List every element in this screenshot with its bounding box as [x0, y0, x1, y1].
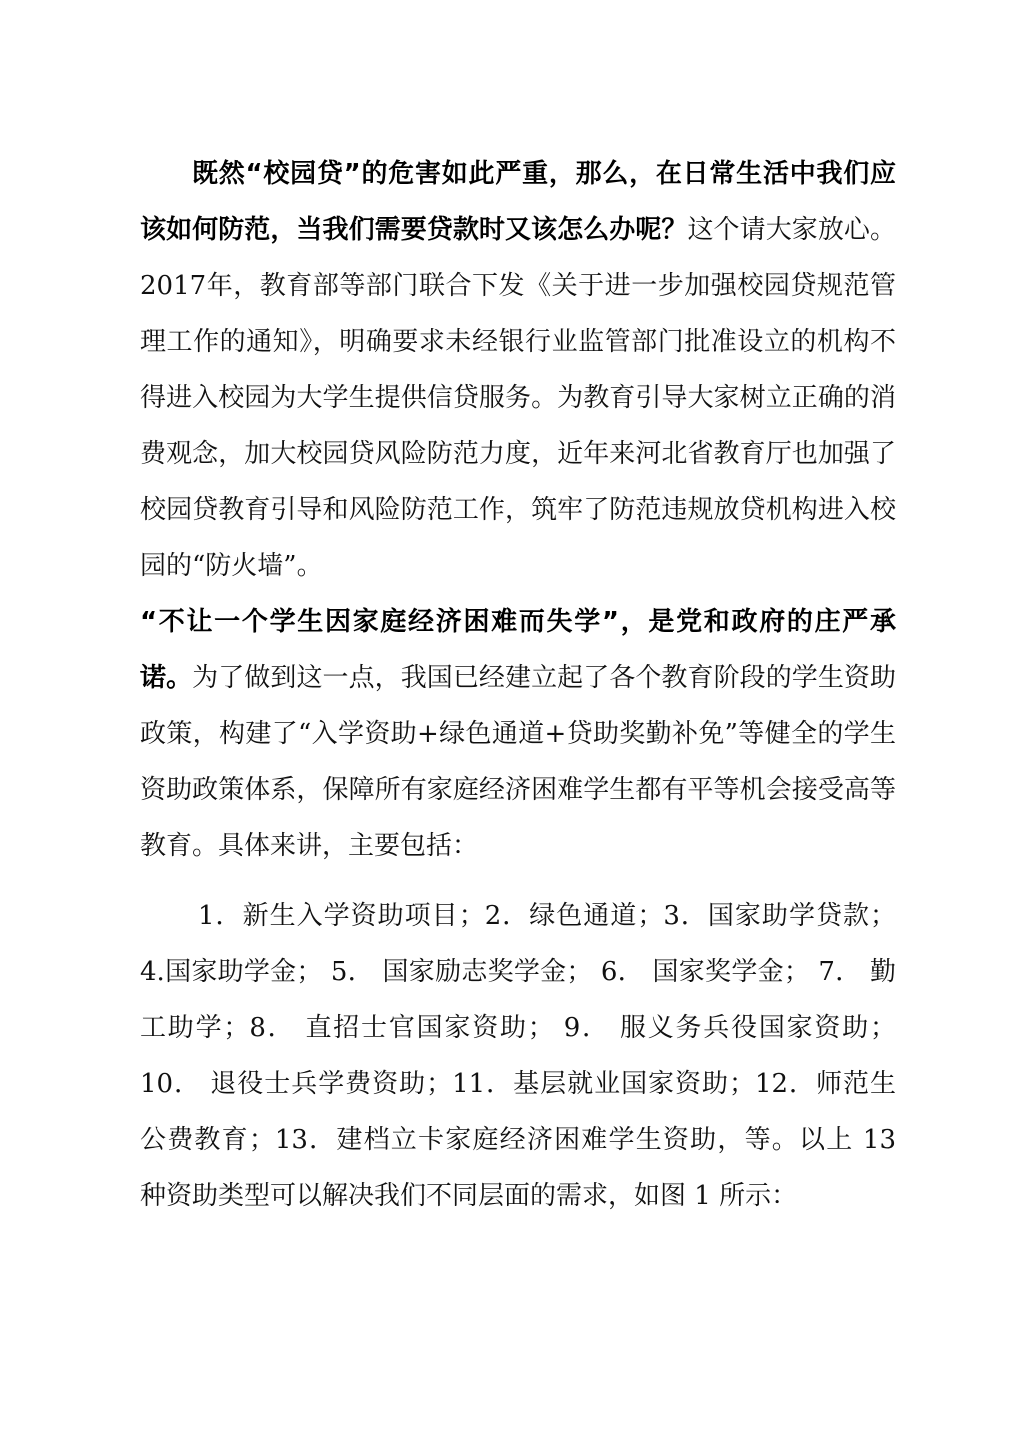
- paragraph-campus-loan: [140, 146, 896, 594]
- document-body: [140, 146, 896, 1224]
- paragraph-campus-loan-bold-intro: 既然“校园贷”的危害如此严重，那么，在日常生活中我们应该如何防范，当我们需要贷款时又该怎么办呢？: [140, 159, 896, 245]
- paragraph-financial-aid-body: 为了做到这一点，我国已经建立起了各个教育阶段的学生资助政策，构建了“入学资助+绿色通道+贷助奖勤补免”等健全的学生资助政策体系，保障所有家庭经济困难学生都有平等机会接受高等教育。具体来讲，主要包括：: [140, 663, 896, 861]
- paragraph-aid-types-list: [140, 888, 896, 1224]
- paragraph-campus-loan-body: 这个请大家放心。2017年，教育部等部门联合下发《关于进一步加强校园贷规范管理工作的通知》，明确要求未经银行业监管部门批准设立的机构不得进入校园为大学生提供信贷服务。为教育引导大家树立正确的消费观念，加大校园贷风险防范力度，近年来河北省教育厅也加强了校园贷教育引导和风险防范工作，筑牢了防范违规放贷机构进入校园的“防火墙”。: [140, 215, 896, 581]
- paragraph-financial-aid-bold-intro: “不让一个学生因家庭经济困难而失学”，是党和政府的庄严承诺。: [140, 607, 896, 693]
- paragraph-aid-types-list-body: 1．新生入学资助项目；2．绿色通道；3．国家助学贷款；4.国家助学金； 5． 国家励志奖学金； 6． 国家奖学金； 7． 勤工助学；8． 直招士官国家资助； 9． 服义务兵役国家资助； 10． 退役士兵学费资助；11．基层就业国家资助；12．师范生公费教育；13．建档立卡家庭经济困难学生资助，等。以上 13 种资助类型可以解决我们不同层面的需求，如图 1 所示：: [140, 901, 896, 1211]
- paragraph-financial-aid: [140, 594, 896, 874]
